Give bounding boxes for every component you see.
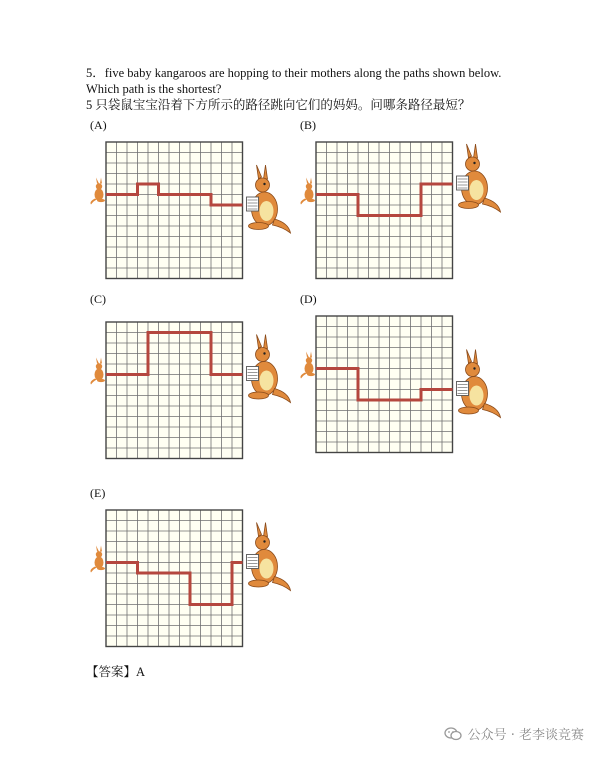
option-a-label: (A) <box>90 118 107 132</box>
baby-kangaroo-icon <box>91 358 106 385</box>
wechat-icon <box>444 727 462 741</box>
baby-kangaroo-icon <box>91 546 106 573</box>
question-english-line2: Which path is the shortest? <box>86 82 222 96</box>
option-d-label: (D) <box>300 292 317 306</box>
mother-kangaroo-icon <box>247 335 291 403</box>
option-e-label: (E) <box>90 486 106 500</box>
mother-kangaroo-icon <box>247 165 291 233</box>
grid-background <box>316 316 453 453</box>
mother-kangaroo-icon <box>457 144 501 212</box>
option-b-label: (B) <box>300 118 316 132</box>
watermark-text: 公众号 · 老李谈竞赛 <box>467 728 584 743</box>
grid-background <box>106 142 243 279</box>
baby-kangaroo-icon <box>301 352 316 379</box>
option-b-figure <box>300 138 505 286</box>
option-c-label: (C) <box>90 292 106 306</box>
option-d-figure <box>300 312 505 460</box>
question-english-line1: 5．five baby kangaroos are hopping to their mothers along the paths shown below. <box>86 66 502 80</box>
grid-background <box>316 142 453 279</box>
watermark <box>444 724 584 743</box>
grid-background <box>106 510 243 647</box>
mother-kangaroo-icon <box>247 523 291 591</box>
answer-text: 【答案】A <box>86 665 146 679</box>
option-c-figure <box>90 318 295 466</box>
question-chinese: 5 只袋鼠宝宝沿着下方所示的路径跳向它们的妈妈。问哪条路径最短？ <box>86 98 471 112</box>
baby-kangaroo-icon <box>91 178 106 205</box>
baby-kangaroo-icon <box>301 178 316 205</box>
option-a-figure <box>90 138 295 286</box>
grid-background <box>106 322 243 459</box>
option-e-figure <box>90 506 295 654</box>
mother-kangaroo-icon <box>457 350 501 418</box>
